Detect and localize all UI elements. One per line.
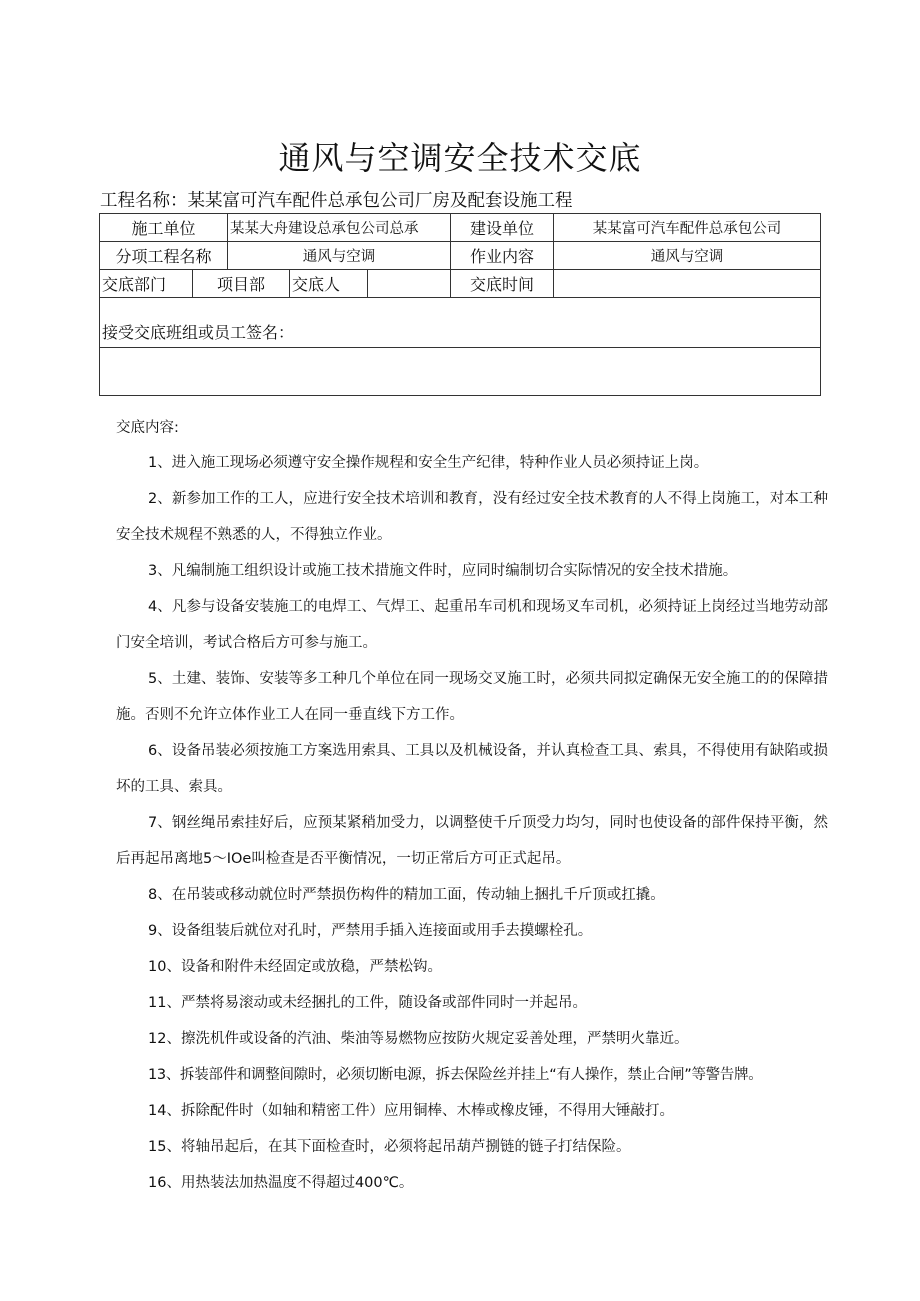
owner-unit-label: 建设单位 (451, 214, 554, 242)
dept-label: 交底部门 (100, 270, 193, 298)
content-item-5: 5、土建、装饰、安装等多工种几个单位在同一现场交叉施工时，必须共同拟定确保无安全施工的的保障措施。否则不允许立体作业工人在同一垂直线下方工作。 (116, 671, 828, 723)
content-item-10: 10、设备和附件未经固定或放稳，严禁松钩。 (148, 959, 442, 975)
content-item-6: 6、设备吊装必须按施工方案选用索具、工具以及机械设备，并认真检查工具、索具，不得使用有缺陷或损坏的工具、索具。 (116, 743, 828, 795)
content-item-1: 1、进入施工现场必须遵守安全操作规程和安全生产纪律，特种作业人员必须持证上岗。 (148, 455, 709, 471)
content-item-11: 11、严禁将易滚动或未经捆扎的工件，随设备或部件同时一并起吊。 (148, 995, 587, 1011)
content-item-4: 4、凡参与设备安装施工的电焊工、气焊工、起重吊车司机和现场叉车司机，必须持证上岗经过当地劳动部门安全培训，考试合格后方可参与施工。 (116, 599, 828, 651)
table-row (100, 348, 821, 396)
dept-value: 项目部 (193, 270, 290, 298)
briefing-info-table (99, 213, 821, 396)
subitem-label: 分项工程名称 (100, 242, 228, 270)
content-item-9: 9、设备组装后就位对孔时，严禁用手插入连接面或用手去摸螺栓孔。 (148, 923, 593, 939)
project-name: 某某富可汽车配件总承包公司厂房及配套设施工程 (187, 191, 573, 211)
table-row (100, 270, 821, 298)
presenter-value[interactable] (368, 270, 451, 298)
subitem-value: 通风与空调 (228, 242, 451, 270)
content-item-15: 15、将轴吊起后，在其下面检查时，必须将起吊葫芦捌链的链子打结保险。 (148, 1139, 631, 1155)
content-item-8: 8、在吊装或移动就位时严禁损伤构件的精加工面，传动轴上捆扎千斤顶或扛撬。 (148, 887, 665, 903)
content-item-14: 14、拆除配件时（如轴和精密工件）应用铜棒、木棒或橡皮锤，不得用大锤敲打。 (148, 1103, 674, 1119)
owner-unit-value: 某某富可汽车配件总承包公司 (554, 214, 821, 242)
project-name-line (100, 187, 573, 212)
work-content-label: 作业内容 (451, 242, 554, 270)
presenter-label: 交底人 (290, 270, 368, 298)
content-item-13: 13、拆装部件和调整间隙时，必须切断电源，拆去保险丝并挂上“有人操作，禁止合闸”等警告牌。 (148, 1067, 763, 1083)
work-content-value: 通风与空调 (554, 242, 821, 270)
content-item-2: 2、新参加工作的工人，应进行安全技术培训和教育，没有经过安全技术教育的人不得上岗施工，对本工种安全技术规程不熟悉的人，不得独立作业。 (116, 491, 828, 543)
project-label: 工程名称： (100, 191, 188, 211)
content-item-16: 16、用热装法加热温度不得超过400℃。 (148, 1175, 414, 1191)
content-item-3: 3、凡编制施工组织设计或施工技术措施文件时，应同时编制切合实际情况的安全技术措施。 (148, 563, 738, 579)
content-heading: 交底内容: (116, 420, 179, 436)
construction-unit-value: 某某大舟建设总承包公司总承 (228, 214, 451, 242)
construction-unit-label: 施工单位 (100, 214, 228, 242)
time-value[interactable] (554, 270, 821, 298)
table-row (100, 214, 821, 242)
table-row (100, 298, 821, 348)
document-title: 通风与空调安全技术交底 (278, 139, 642, 177)
table-row (100, 242, 821, 270)
briefing-content (116, 416, 828, 1201)
content-item-7: 7、钢丝绳吊索挂好后，应预某紧稍加受力，以调整使千斤顶受力均匀，同时也使设备的部件保持平衡，然后再起吊离地5～IOe叫检查是否平衡情况，一切正常后方可正式起吊。 (116, 815, 828, 867)
time-label: 交底时间 (451, 270, 554, 298)
signature-area[interactable] (100, 348, 821, 396)
signature-label: 接受交底班组或员工签名： (100, 298, 821, 348)
content-item-12: 12、擦洗机件或设备的汽油、柴油等易燃物应按防火规定妥善处理，严禁明火靠近。 (148, 1031, 689, 1047)
